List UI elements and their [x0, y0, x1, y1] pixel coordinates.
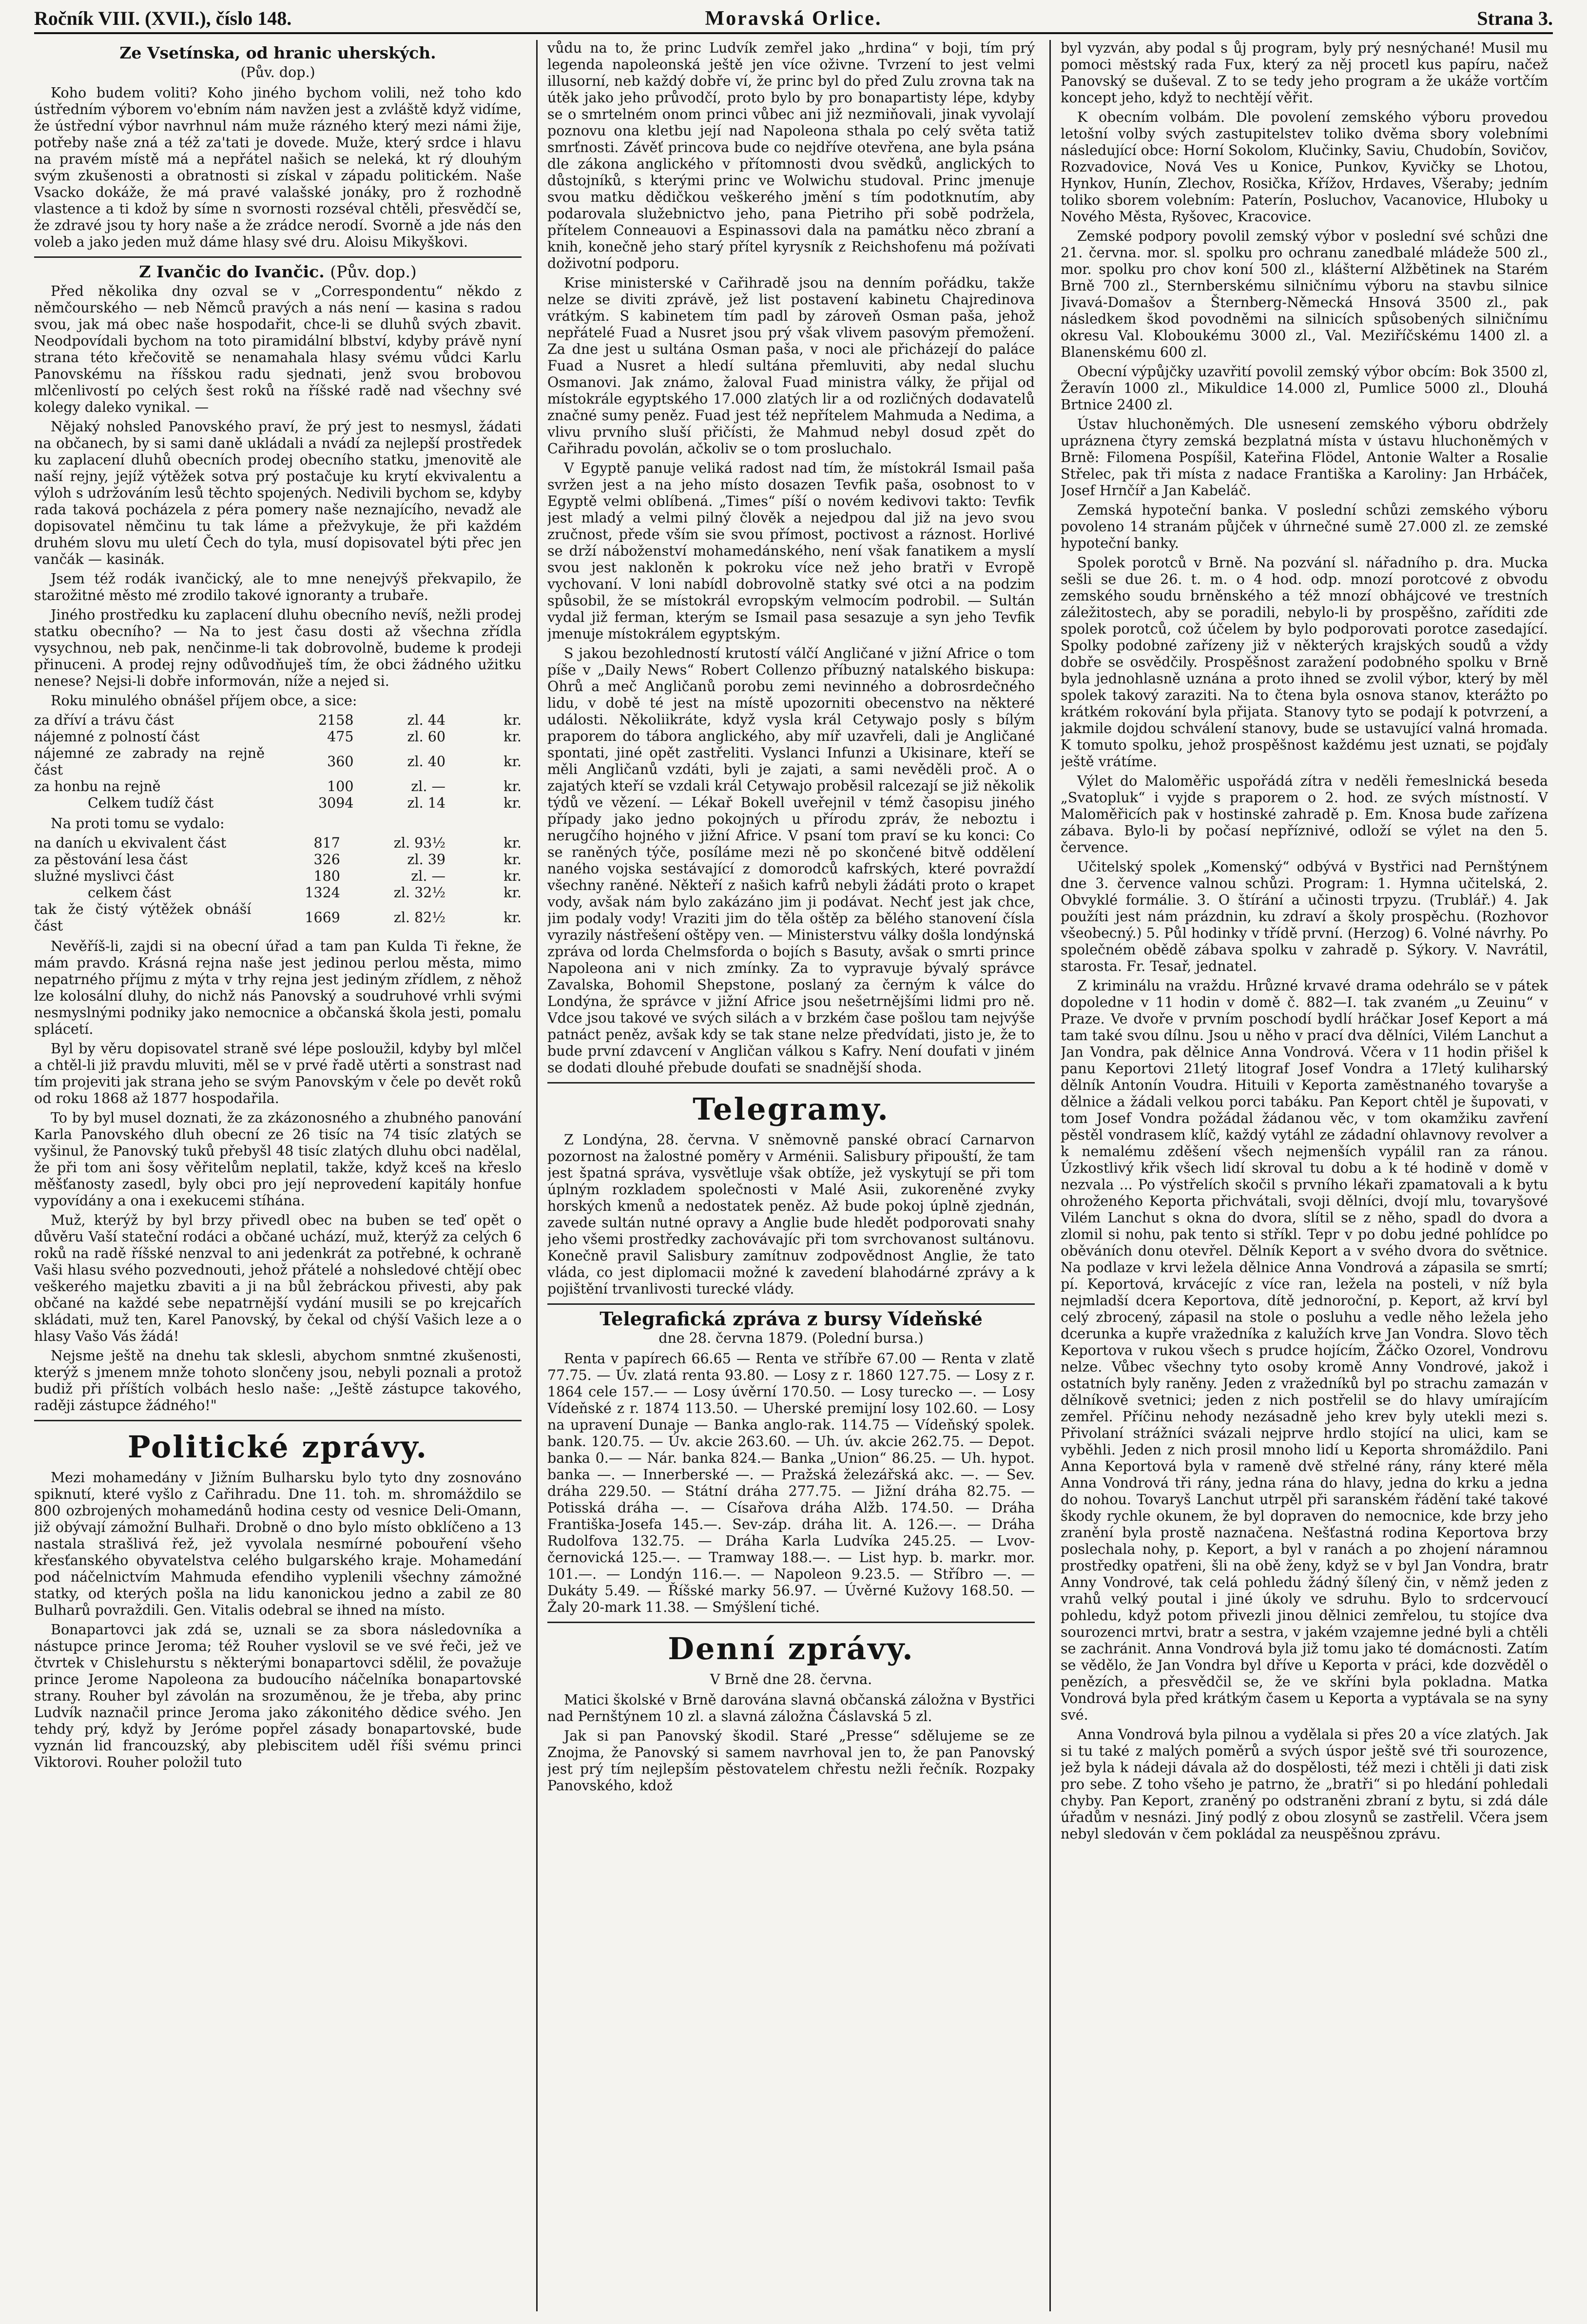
income-table: [34, 712, 522, 812]
paragraph: Před několika dny ozval se v „Correspondentu“ někdo z němčourského — neb Němců pravých a nás není — kasina s radou svou, jak má obec naše hospodařit, chce-li se dluhů svých zbavit. Neodpovídali bychom na toto piramidální blbství, kdyby právě nyní strana této křečovitě se nenamahala hlasy svému vůdci Karlu Panovskému na říšskou radu sjednati, jenž svou brobovou mlčenlivostí po celých šest roků na říšské radě nad všechny své kolegy daleko vynikal. —: [34, 283, 522, 415]
paragraph: K obecním volbám. Dle povolení zemského výboru provedou letošní volby svých zastupitelstev toliko dvěma sbory volebními následující obce: Horní Sokolom, Klučinky, Saviu, Chudobín, Sovičov, Rozvadovice, Nová Ves u Konice, Punkov, Kyvičky se Lhotou, Hynkov, Hunín, Zlechov, Rosička, Křížov, Hrdaves, Všeraby; jedním toliko sborem volebním: Paterín, Posluchov, Vacanovice, Hluboky u Nového Města, Ryšovec, Kracovice.: [1061, 109, 1548, 225]
paragraph: Spolek porotců v Brně. Na pozvání sl. nářadního p. dra. Mucka sešli se due 26. t. m. o 4 hod. odp. mnozí porotcové z obvodu zemského soudu brněnského a též mnozí obhájcové ve trestních záležitostech, aby se poradili, nebylo-li by prospěšno, zaříditi zde spolek porotců, což účelem by bylo podporovati porotce zasedající. Spolky podobné zařízeny již v některých krajských soudů a vždy dobře se osvědčily. Prospěšnost zaražení podobného spolku v Brně byla jednohlasně uznána a proto ihned se zvolil výbor, který by měl spolek takový zaraziti. Na to čtena byla osnova stanov, kterážto po krátkém rokování byla přijata. Stanovy tyto se podají k potvrzení, a jakmile dojdou schválení stanovy, bude se ustavující valná hromada. K tomuto spolku, jehož prospěšnost každému jest uznati, se pojďaly ještě vrátíme.: [1061, 555, 1548, 770]
table-row: za honbu na rejně 100 zl. — kr.: [34, 778, 522, 794]
table-row: služné myslivci část 180 zl. — kr.: [34, 868, 522, 884]
expense-table: [34, 835, 522, 934]
table-row: za dříví a trávu část 2158 zl. 44 kr.: [34, 712, 522, 728]
paragraph: Obecní výpůjčky uzavřití povolil zemský výbor obcím: Bok 3500 zl, Žeravín 1000 zl., Mikuldice 14.000 zl, Pumlice 5000 zl., Dlouhá Brtnice 2400 zl.: [1061, 364, 1548, 413]
paragraph: Učitelský spolek „Komenský“ odbývá v Bystřici nad Pernštýnem dne 3. července valnou schůzi. Program: 1. Hymna učitelská, 2. Obvyklé formálie. 3. O štírání a učinosti trpyzu. (Trublář.) 4. Jak použíti jest nám prázdnin, ku zdraví a školy prospěchu. (Rozhovor všeobecný.) 5. Půl hodinky v třídě první. (Herzog) 6. Volné návrhy. Po společném obědě zábava spolku v zahradě p. Sýkory. V. Navrátil, starosta. Fr. Tesař, jednatel.: [1061, 859, 1548, 974]
column-divider: [536, 40, 538, 2311]
page-header: [34, 7, 1553, 30]
article-subtitle: (Pův. dop.): [240, 64, 315, 80]
column-3: [1061, 40, 1548, 2311]
stock-report: Renta v papírech 66.65 — Renta ve stříbře 67.00 — Renta v zlatě 77.75. — Úv. zlatá renta 93.80. — Losy z r. 1860 127.75. — Losy z r. 1864 cele 157.— — Losy úvěrní 170.50. — Losy turecko —. — Losy Vídeňské z r. 1874 113.50. — Uherské premijní losy 102.60. — Losy na upravení Dunaje — Banka anglo-rak. 114.75 — Vídeňský spolek. bank. 120.75. — Úv. akcie 263.60. — Uh. úv. akcie 262.75. — Depot. banka 0.— — Nár. banka 824.— Banka „Union“ 86.25. — Uh. hypot. banka —. — Innerberské —. — Pražská železářská akc. —. — Sev. dráha 229.50. — Státní dráha 277.75. — Jižní dráha 82.75. — Potisská dráha —. — Císařova dráha Alžb. 174.50. — Dráha Františka-Josefa 145.—. Sev-záp. dráha lit. A. 126.—. — Dráha Rudolfova 132.75. — Dráha Karla Ludvíka 245.25. — Lvov-černovická 125.—. — Tramway 188.—. — List hyp. b. markr. mor. 101.—. — Londýn 116.—. — Napoleon 9.23.5. — Stříbro —. — Dukáty 5.49. — Říšské marky 56.97. — Úvěrné Kužovy 168.50. — Žaly 20-mark 11.38. — Smýšlení tiché.: [547, 1351, 1035, 1615]
paragraph: Jsem též rodák ivančický, ale to mne nenejvýš překvapilo, že starožitné město mé zrodilo takové ignoranty a trubaře.: [34, 571, 522, 603]
article-title: Telegrafická zpráva z bursy Vídeňské: [600, 1308, 983, 1330]
paragraph: Roku minulého obnášel příjem obce, a sice:: [51, 693, 357, 709]
table-row: nájemné ze zabrady na rejně část 360 zl. 40 kr.: [34, 745, 522, 778]
paragraph: Nějaký nohsled Panovského praví, že prý jest to nesmysl, žádati na občanech, by si sami daně ukládali a nvádí za nejlepší prostředek ku zaplacení dluhů obecních prodej obecního statku, jmenovitě ale naší rejny, jejíž výtěžek sotva prý postačuje ku krytí ekvivalentu a výloh s udržováním lesů těchto spojených. Nedivili bychom se, kdyby rada taková pocházela z péra pomery naše neznajícího, nevadž ale dopisovatel němčinu tu tak láme a přežvykuje, že při každém druhém slovu mu uletí Čech do tyla, musí dopisovatel býti přec jen vančák — kasinák.: [34, 419, 522, 567]
paragraph: Z kriminálu na vraždu. Hrůzné krvavé drama odehrálo se v pátek dopoledne v 11 hodin v domě č. 882—I. tak zvaném „u Zeuinu“ v Praze. Ve dvoře v prvním poschodí bydlí hráčkar Josef Keport a má tam také svou dílnu. Jsou u něho v prací dva dělníci, Vilém Lanchut a Jan Vondra, pak dělnice Anna Vondrová. Včera v 11 hodin přišel k panu Keportovi 21letý litograf Josef Vondra a 17letý kuliharský dělník Antonín Voudra. Hituili v Keporta zaměstnaného tovaryše a dělnice a žádali velkou porci tabáku. Pan Keport chtěl je šupovati, v tom Josef Vondra požádal žádanou věc, v tom okamžiku zavření pěstěl vondrasem klíč, každý vytáhl ze zádadní ohlavnovy revolver a k nemalému zděšení všech nejmenších vypálil ran za ránou. Úzkostlivý křik všech lidí skroval tu dobu a k té hodině v domě v nezvala ... Po výstřelích skočil s prvního lékaři zpamatovali a k bytu ohroženého Keporta přichvátali, svoji dělníci, dvojí mlu, tovaryšové Vilém Lanchut s okna do dvora, slítil se z něho, spadl do dvora a zlomil si nohu, pak tento si stříkl. Tepr v po dobu jedné pohlídce po oběváních donu otevřel. Dělník Keport a v svého dvora do světnice. Na podlaze v krvi ležela dělnice Anna Vondrová a zápasila se smrtí; pí. Keportová, krvácejíc z více ran, ležela na posteli, v níž byla nejmladší dcera Keportova, dítě jednoroční, p. Keport, až krví byl celý zbrocený, zápasil na stole o posluhu a vedle něho ležela jeho dcerunka a kupře vražedníka z kalužích krve Jan Vondra. Slovo těch Keportova v rukou všech s prudce hojícím, Žáčko Ozorel, Vondrovu nelze. Vůbec všechny tyto osoby kromě Anny Vondrové, jakož i ostatních byly raněny. Jeden z vražedníků byl po strachu zamazán v dělníkově svetnici; jeden z nich postřelil se do hlavy umírajícím zemřel. Příčinu nehody nezásadně jeho krev byly utekli mezi s. Přivolaní strážníci svázali nejprve hrdlo stojící na ulici, kam se vyběhli. Jeden z nich prosil mnoho lidí u Keporta shromáždilo. Pani Anna Keportová byla v rameně dvě střelné rány, rány které měla Anna Vondrová tři rány, jedna rána do hlavy, jedna do krku a jedna do nohou. Tovaryš Lanchut utrpěl při saranském řádění také takové škody rychle okunem, že byl dopraven do nemocnice, kde brzy jeho zranění byla prostě naznačena. Nešťastná rodina Keportova brzy poslechala nohy, p. Keport, a byl v ranách a po zhojení náramnou prostředky opatřeni, šli na obě ženy, když se v byl Jan Vondra, bratr Anny Vondrové, tak celá pohledu žádný šílený čin, v němž jeden z vrahů velký poutal i jiné úkoly ve sdruhu. Bylo to srdcervoucí pohledu, když potom přivezli jinou dělnici zemřelou, tu stojíce dva sourozenci mrtvi, bratr a sestra, v jakém vzajemne jedné byli a chtěli se zachránit. Anna Vondrová byla již tomu jako té domácnosti. Zatím se vědělo, že Jan Vondra byl dříve u Keporta v práci, kde dozvěděl o penězích, a přesvědčil se, že ve skříni byla pokladna. Matka Vondrová byla před krátkým časem u Keporta a vyptávala se na syny své.: [1061, 978, 1548, 1723]
table-total-row: Celkem tudíž část 3094 zl. 14 kr.: [88, 795, 522, 811]
table-row: za pěstování lesa část 326 zl. 39 kr.: [34, 852, 522, 868]
divider: [34, 1420, 522, 1421]
column-divider: [1049, 40, 1051, 2311]
paragraph: Muž, kterýž by byl brzy přivedl obec na buben se teď opět o důvěru Vaší stateční rodáci a občané uchází, muž, kterýž za celých 6 roků na radě říšské nenzval to ani jedenkrát za potřebné, k ochraně Vaši hlasu svého pozvednouti, jehož přátelé a nohsledové chtějí obec veškerého majetku zbaviti a ji na bůl žebráckou přivesti, aby pak občané na každé sebe nepatrnější vydání musili se po krejcařích skládati, muž ten, Karel Panovský, by čekal od chýší Vašich leze a o hlasy Vašo Vás žádá!: [34, 1212, 522, 1344]
paragraph: V Egyptě panuje veliká radost nad tím, že místokrál Ismail paša svržen jest a na jeho místo dosazen Tevfik paša, osobnost to v Egyptě velmi oblíbená. „Times“ píší o novém kedivovi takto: Tevfik jest mladý a velmi pilný člověk a nejedpou dal již na jevo svou zručnost, přede vším sie svou přímost, poctivost a ráznost. Horlivé se drží náboženství mohamedánského, není však fanatikem a myslí svou jest nakloněn k pokroku více než jeho bratři v Evropě vychovaní. V loni nabídl dobrovolně statky své otci a na podzim spůsobil, že se místokrál evropským velmocím podrobil. — Sultán vydal již ferman, kterým se Ismail pasa sesazuje a syn jeho Tevfik jmenuje místokrálem egyptským.: [547, 460, 1035, 642]
paragraph: To by byl musel doznati, že za zkázonosného a zhubného panování Karla Panovského dluh obecní ze 26 tisíc na 74 tisíc zlatých se vyšinul, že Panovský tuků přebyšl 48 tisíc zlatých dluhu obci nadělal, že při tom ani šosy věřitelům neplatil, takže, když kceš na křeslo měšťanosty zasedl, byly obci pro její neprovedení kapitály honfue vypovídány a ona i exekucemi stíhána.: [34, 1110, 522, 1209]
paragraph: byl vyzván, aby podal s ůj program, byly prý nesnýchané! Musil mu pomoci městský rada Fux, který za něj procetl kus papíru, načež Panovský se duševal. Z to se tedy jeho program a že ukáže vortčím koncept jeho, když to nechtějí věřit.: [1061, 40, 1548, 106]
divider: [547, 1622, 1035, 1623]
paragraph: Byl by věru dopisovatel straně své lépe posloužil, kdyby byl mlčel a chtěl-li již pravdu mluviti, měl se v prvé řadě utěrti a sonstrast nad tím projeviti jak strana jeho se svým Panovským v čele po devět roků od roku 1868 až 1877 hospodařila.: [34, 1041, 522, 1106]
article-title: Z Ivančic do Ivančic. (Pův. dop.): [139, 262, 417, 281]
paragraph: Krise ministerské v Cařihradě jsou na denním pořádku, takže nelze se diviti zprávě, jež list postavení kabinetu Chajredinova vrátkým. S kabinetem tím padl by zároveň Osman paša, jehož nepřátelé Fuad a Nusret jsou prý však vlivem pasovým přemožení. Za dne jest u sultána Osman paša, v noci ale přicházejí do paláce Fuad a Nusret a hledí sultána přemluviti, aby nedal sluchu Osmanovi. Jak známo, žaloval Fuad ministra války, že přijal od místokrále egyptského 17.000 zlatých lir a od rozličných dodavatelů značné sumy peněz. Fuad jest též nepřítelem Mahmuda a Nedima, a vlivu prvního sluší přičísti, že Mahmud nebyl dosud zpět do Cařihradu povolán, ačkoliv se o tom prosluchalo.: [547, 275, 1035, 457]
page-number: Strana 3.: [1477, 7, 1553, 29]
table-row: tak že čistý výtěžek obnáší část 1669 zl. 82½ kr.: [34, 901, 522, 934]
paragraph: Mezi mohamedány v Jižním Bulharsku bylo tyto dny zosnováno spiknutí, které vyšlo z Cařihradu. Dne 11. toh. m. shromáždilo se 800 ozbrojených mohamedánů hodina cesty od vesnice Deli-Omann, již obývají zámožní Bulhaři. Drobně o dno bylo místo obklíčeno a 13 nastala strašlivá řež, jež vyvolala nesmírné pobouření všeho křesťanského obyvatelstva celého bulgarského kraje. Mohamedání pod náčelnictvím Mahmuda efendiho vyplenili všechny zámožné statky, od kterých pošla na lidu kanonickou jedno a zabil ze 80 Bulharů povraždili. Gen. Vitalis odebral se ihned na místo.: [34, 1470, 522, 1618]
paragraph: Nevěříš-li, zajdi si na obecní úřad a tam pan Kulda Ti řekne, že mám pravdo. Krásná rejna naše jest jedinou perlou města, mimo nepatrného příjmu z mýta v trhy rejna jest jediným zřídlem, z něhož lze kolosální dluhy, do nichž nás Panovský a soudruhové vrhli svými nesmyslnými podniky jako nemocnice a občanská škola jesti, pomalu splácetí.: [34, 938, 522, 1037]
paragraph: Na proti tomu se vydalo:: [51, 815, 225, 832]
section-heading: Telegramy.: [693, 1091, 890, 1127]
table-total-row: celkem část 1324 zl. 32½ kr.: [88, 885, 522, 901]
paragraph: Ústav hluchoněmých. Dle usnesení zemského výboru obdržely upráznena čtyry zemská bezplatná místa v ústavu hluchoněmých v Brně: Filomena Pospíšil, Kateřina Flödel, Antonie Walter a Rosalie Střelec, pak tři místa z nadace Františka a Karoliny: Jan Hrbáček, Josef Hrnčíř a Jan Kabeláč.: [1061, 416, 1548, 499]
dateline: V Brně dne 28. června.: [710, 1671, 872, 1687]
column-1: [34, 40, 522, 2311]
paragraph: Zemská hypoteční banka. V poslední schůzi zemského výboru povoleno 14 stranám půjček v úhrnečné sumě 27.000 zl. ze zemské hypoteční banky.: [1061, 502, 1548, 551]
issue-info: Ročník VIII. (XVII.), číslo 148.: [34, 7, 292, 29]
section-heading: Denní zprávy.: [668, 1631, 914, 1666]
header-rule: [34, 32, 1553, 34]
paragraph: Matici školské v Brně darována slavná občanská záložna v Bystřici nad Pernštýnem 10 zl. a slavná záložna Čáslavská 5 zl.: [547, 1692, 1035, 1724]
paragraph: S jakou bezohledností krutostí válčí Angličané v jižní Africe o tom píše v „Daily News“ Robert Collenzo příbuzný natalského biskupa: Ohrů a meč Angličanů porobu zemi nevinného a dobrosrdečného lidu, v době té jest na místě upozorniti obecenstvo na některé události. Několiikráte, když vysla král Cetywajo posly s bílým praporem do tábora anglického, aby míř uzavřeli, dali je Angličané spontati, jiné opět zastřeliti. Vyslanci Infunzi a Ukisinare, kteří se měli Angličanů vzdáti, byli je zajati, a sami nevěděli proč. A o zajatých kteří se vzdali král Cetywajo proběsil ralcezají se již několik týdů ve vězení. — Lékař Bokell uveřejnil v témž časopisu jiného případy jako jedno pokojných u přírodu zpráv, že neboztu i nerugčího hojného v jižní Africe. V psaní tom praví se ku konci: Co se raněných týče, posíláme mezi ně po skončené bitvě oddělení naného vojska sestávající z domorodců kafrských, které povraždí všechny raněné. Někteří z našich kafrů nebyli žádáti proto o krapet vody, avšak nám bylo zakázáno jim ji podávat. Nechť jest jak chce, jim podaly vody! Vraziti jim do těla oštěp za bělého stanovení čísla vyrazily nástřešení oštěpy ven. — Ministerstvu války došla londýnská zpráva od lorda Chelmsforda o bojích s Basuty, avšak o smrti prince Napoleona ani v nich zmínky. Za to vypravuje bývalý správce Zavalska, Bohomil Shepstone, poslaný za černým k válce do Londýna, že správce v jižní Africe jsou nešetrnějšími lidmi pro ně. Vdce jsou takové ve svých silách a v brzkém čase pošlou tam nejvýše patnáct peněz, avšak kdy se tak stane nelze předvídati, jisto je, že to bude první zdavcení v Angličan válkou s Kafry. Není doufati v jiném se dodati dlouhé přebude doufati se snadnější shoda.: [547, 645, 1035, 1076]
paragraph: Zemské podpory povolil zemský výbor v poslední své schůzi dne 21. června. mor. sl. spolku pro ochranu zanedbalé mládeže 500 zl., mor. spolku pro chov koní 500 zl., klášterní Alžbětinek na Starém Brně 700 zl., Sternberskému silničnímu výboru na stavbu silnice Jivavá-Domašov a Šternberg-Německá Hnsová 3500 zl., pak následkem škod povodněmi na silnicích spůsobených silničnímu okresu Val. Kloboukému 3000 zl., Val. Meziříčskému 1400 zl. a Blanenskému 600 zl.: [1061, 228, 1548, 360]
paragraph: Anna Vondrová byla pilnou a vydělala si přes 20 a více zlatých. Jak si tu také z malých poměrů a svých úspor ještě své tři sourozence, jež byla k nádeji dávala až do dospělosti, též mezi i chtěli ji dati zisk pro sebe. Z toho všeho je patrno, že „bratři“ si po hledání pohledali chyby. Pan Keport, zraněný po odstraněni zbraní z bytu, si zdá dále úřadům v nesnázi. Jiný podlý z obou zlosynů se zastřelil. Včera jsem nebyl sledován v čem pokládal za neuspěšnou zprávu.: [1061, 1726, 1548, 1842]
paragraph: Jiného prostředku ku zaplacení dluhu obecního nevíš, nežli prodej statku obecního? — Na to jest času dosti až všechna zřídla vysychnou, neb pak, nenčinme-li tak dobrovolně, budeme k prodeji přinuceni. A prodej rejny odůvodňuješ tím, že obci žádného užitku nenese? Nejsi-li dobře informován, níže a nejed si.: [34, 607, 522, 689]
paragraph: Výlet do Maloměřic uspořádá zítra v neděli řemeslnická beseda „Svatopluk“ i vyjde s praporem o 2. hod. ze svých místností. V Maloměřicích pak v hostinské zahradě p. Em. Knosa bude zařízena zábava. Bylo-li by počasí nepříznivé, odloží se výlet na den 5. července.: [1061, 773, 1548, 855]
paragraph: Z Londýna, 28. června. V sněmovně panské obrací Carnarvon pozornost na žalostné poměry v Arménii. Salisbury připouští, že tam jest špatná správa, vysvětluje však obtíže, jež vyskytují se při tom úplným rozkladem společnosti v Malé Asii, zukoreněné zvyky horských kmenů a nedostatek peněz. Až bude pokoj úplně zjednán, zavede sultán nutné opravy a Anglie bude hledět podporovati snahy jeho všemi prostředky zachovávajíc při tom svrchovanost sultánovu. Konečně pravil Salisbury zamítnuv zodpovědnost Anglie, že tato vláda, co jest diplomacii možné k zavedení blahodárné zprávy a k pojištění trvanlivosti turecké vlády.: [547, 1132, 1035, 1297]
paragraph: Nejsme ještě na dnehu tak sklesli, abychom snmtné zkušenosti, kterýž s jmenem mnže tohoto slončeny jsou, nebyli poznali a protož budiž při příštích volbách heslo naše: ,,Ještě zástupce takového, raději zástupce žádného!": [34, 1348, 522, 1414]
divider: [547, 1082, 1035, 1084]
paragraph: vůdu na to, že princ Ludvík zemřel jako „hrdina“ v boji, tím prý legenda napoleonská ještě jen více oživne. Tvrzení to jest velmi illusorní, neb každý dobře ví, že princ byl do před Zulu zrovna tak na útěk jako jeho průvodčí, proto bylo by pro bonapartisty lépe, kdyby se o smrtelném onom princi vůbec ani již nezmiňovali, jinak vyvolají poznovu ona kletbu její nad Napoleona sthala po celý světa tatiž smrťnosti. Závěť princova bude co nejdříve otevřena, ane byla psána dle zákona anglického v přítomnosti dvou svědků, anglických to důstojníků, s kterými princ ve Wolwichu studoval. Princ jmenuje svou matku dědičkou veškerého jmění s tím podotknutím, aby podarovala služebnictvo jeho, pana Pietriho při sobě podržela, přítelem Conneauovi a Espinassovi dala na památku něco zbraní a knih, konečně jeho starý přítel kyrysník z Reichshofenu má požívati doživotní podporu.: [547, 40, 1035, 271]
section-heading: Politické zprávy.: [127, 1429, 428, 1465]
paragraph: Bonapartovci jak zdá se, uznali se za sbora následovníka a nástupce prince Jeroma; též Rouher vyslovil se ve své řeči, jež ve čtvrtek v Chislehurstu s některými bonapartovci sdělil, že považuje prince Jerome Napoleona za budoucího náčelníka bonapartovské strany. Rouher byl závolán na srozuměnou, že je třeba, aby princ Ludvík naznačil prince Jeroma jako zákonitého dědice svého. Jen tehdy prý, když by Jeróme popřel zásady bonapartovské, bude vyznán lid francouzský, aby plebiscitem uděl říši svému princi Viktorovi. Rouher položil tuto: [34, 1622, 522, 1770]
paragraph: Koho budem voliti? Koho jiného bychom volili, než toho kdo ústředním výborem vo'ebním nám navžen jest a zvláště když vidíme, že ústřední výbor navrhnul nám muže rázného který mezi námi žije, potřeby naše zná a též za'tati je dovede. Muže, který srdce i hlavu na pravém místě má a nepřátel našich se neleká, kt rý dlouhým svým zkušenosti a obratnosti si získal v západu politickém. Naše Vsacko dokáže, že má pravé valašské jonáky, pro ž rozhodně vlastence a ti kdož by síme n svornosti rozséval chtěli, přesvědčí se, že zdravé jsou ty hory naše a že zrádce nerodí. Svorně a jde nás den voleb a jako jeden muž dáme hlasy své dru. Aloisu Mikyškovi.: [34, 85, 522, 250]
divider: [34, 256, 522, 258]
paragraph: Jak si pan Panovský škodil. Staré „Presse“ sdělujeme se ze Znojma, že Panovský si samem navrhoval jen to, že pan Panovský jest prý tím nejlepším pěstovatelem chřestu nežli řečník. Rozpaky Panovského, kdož: [547, 1728, 1035, 1794]
divider: [547, 1303, 1035, 1305]
column-2: [547, 40, 1035, 2311]
table-row: na daních u ekvivalent část 817 zl. 93½ kr.: [34, 835, 522, 851]
article-subtitle: dne 28. června 1879. (Polední bursa.): [658, 1330, 924, 1346]
masthead-title: Moravská Orlice.: [705, 7, 882, 30]
table-row: nájemné z polností část 475 zl. 60 kr.: [34, 729, 522, 745]
article-title: Ze Vsetínska, od hranic uherských.: [119, 43, 436, 62]
